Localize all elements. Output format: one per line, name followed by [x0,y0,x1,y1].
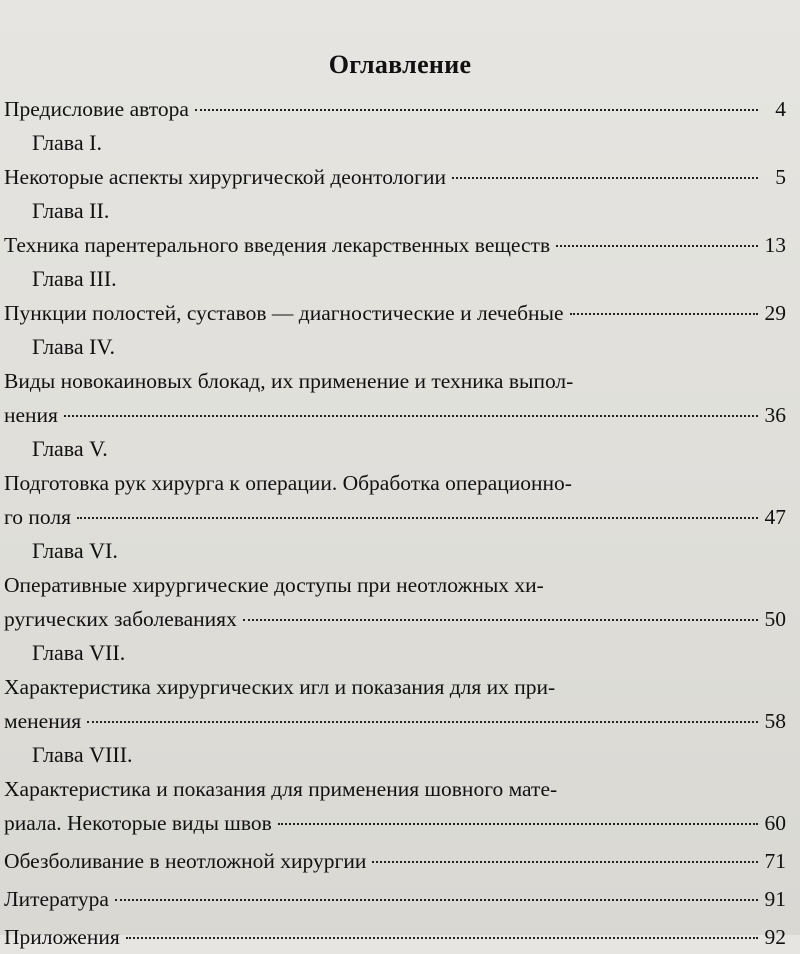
toc-entry-anesthesia[interactable] [4,844,786,878]
chapter-label: Глава VIII. [32,742,133,767]
chapter-label: Глава IV. [32,334,116,359]
toc-entry-chapter-6[interactable] [4,568,786,636]
toc-entry-chapter-3[interactable] [4,296,786,330]
page-number: 29 [764,301,786,325]
page-number: 36 [764,403,786,427]
toc-entry-preface[interactable] [4,92,786,126]
entry-title-line: ругических заболеваниях [4,607,237,631]
entry-title-line: нения [4,403,58,427]
dot-leader [126,937,758,939]
page-number: 4 [775,97,786,121]
dot-leader [372,861,758,863]
chapter-label: Глава III. [32,266,117,291]
page-number: 50 [764,607,786,631]
chapter-label: Глава VII. [32,640,126,665]
entry-title: Приложения [4,925,120,949]
dot-leader [278,823,758,825]
entry-title-line: Характеристика и показания для применения шовного мате- [4,777,558,801]
entry-title-line: Характеристика хирургических игл и показания для их при- [4,675,556,699]
toc-entry-literature[interactable] [4,882,786,916]
dot-leader [87,721,758,723]
entry-title-line: Виды новокаиновых блокад, их применение и техника выпол- [4,369,574,393]
entry-title-line: Подготовка рук хирурга к операции. Обработка операционно- [4,471,572,495]
dot-leader [570,313,758,315]
entry-title-line: го поля [4,505,71,529]
page-title: Оглавление [328,50,472,79]
dot-leader [77,517,758,519]
chapter-label: Глава II. [32,198,110,223]
entry-title: Некоторые аспекты хирургической деонтологии [4,165,446,189]
page-number: 92 [764,925,786,949]
dot-leader [243,619,758,621]
page-number: 5 [775,165,786,189]
page-number: 71 [764,849,786,873]
toc-entry-chapter-5[interactable] [4,466,786,534]
dot-leader [64,415,758,417]
entry-title: Литература [4,887,109,911]
toc-entry-chapter-7[interactable] [4,670,786,738]
toc-entry-chapter-2[interactable] [4,228,786,262]
entry-title: Пункции полостей, суставов — диагностические и лечебные [4,301,564,325]
dot-leader [115,899,758,901]
toc-entry-chapter-4[interactable] [4,364,786,432]
entry-title-line: риала. Некоторые виды швов [4,811,272,835]
dot-leader [452,177,758,179]
page-number: 13 [764,233,786,257]
entry-title-line: менения [4,709,82,733]
entry-title: Предисловие автора [4,97,189,121]
toc-entry-appendices[interactable] [4,920,786,954]
entry-title: Обезболивание в неотложной хирургии [4,849,367,873]
page-number: 60 [764,811,786,835]
page-number: 91 [764,887,786,911]
toc-entry-chapter-1[interactable] [4,160,786,194]
dot-leader [195,109,758,111]
table-of-contents [4,92,786,954]
toc-entry-chapter-8[interactable] [4,772,786,840]
dot-leader [556,245,758,247]
page-number: 58 [764,709,786,733]
chapter-label: Глава V. [32,436,108,461]
page-number: 47 [764,505,786,529]
entry-title: Техника парентерального введения лекарственных веществ [4,233,551,257]
chapter-label: Глава I. [32,130,102,155]
chapter-label: Глава VI. [32,538,118,563]
entry-title-line: Оперативные хирургические доступы при неотложных хи- [4,573,544,597]
